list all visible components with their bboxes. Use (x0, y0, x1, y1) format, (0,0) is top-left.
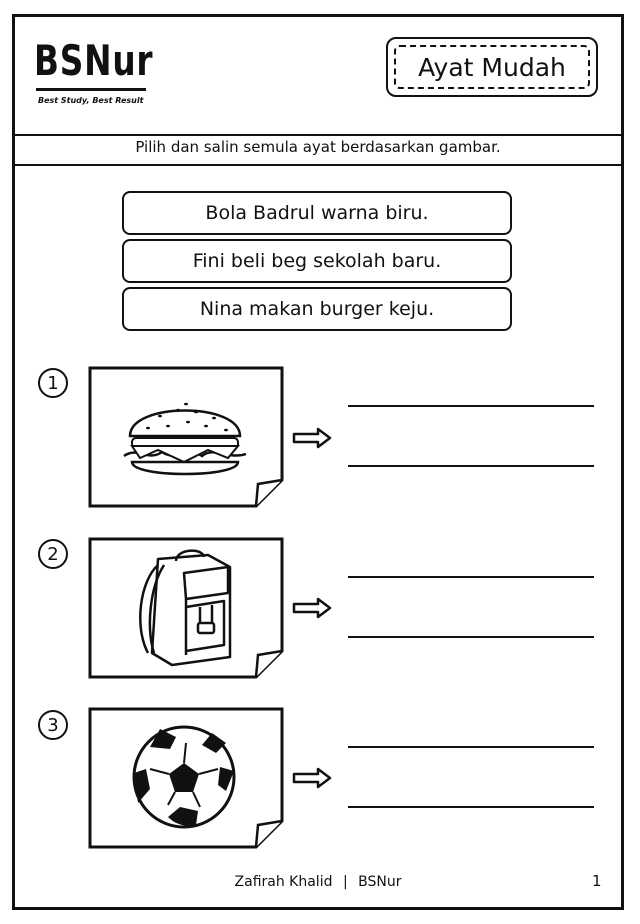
answer-line[interactable] (348, 746, 594, 748)
arrow-icon (292, 426, 332, 450)
question-number: 1 (38, 368, 68, 398)
sentence-option: Fini beli beg sekolah baru. (122, 239, 512, 283)
page-number: 1 (592, 872, 602, 890)
question-number: 2 (38, 539, 68, 569)
footer-separator: | (342, 874, 348, 890)
answer-line[interactable] (348, 576, 594, 578)
footer-brand: BSNur (358, 874, 402, 890)
answer-line[interactable] (348, 806, 594, 808)
worksheet-title: Ayat Mudah (394, 45, 590, 89)
sentence-option: Nina makan burger keju. (122, 287, 512, 331)
tagline: Best Study, Best Result (38, 96, 144, 105)
picture-card-soccer-ball (88, 707, 284, 849)
logo: BSNur (34, 36, 154, 85)
footer-author: Zafirah Khalid (234, 874, 333, 890)
footer (12, 874, 624, 890)
backpack-icon (140, 551, 230, 665)
divider (12, 134, 624, 136)
arrow-icon (292, 766, 332, 790)
picture-card-burger (88, 366, 284, 508)
divider (12, 164, 624, 166)
logo-underline (36, 88, 146, 91)
title-box (386, 37, 598, 97)
instruction-text: Pilih dan salin semula ayat berdasarkan gambar. (135, 138, 501, 156)
answer-line[interactable] (348, 465, 594, 467)
picture-card-backpack (88, 537, 284, 679)
question-number: 3 (38, 710, 68, 740)
answer-line[interactable] (348, 636, 594, 638)
arrow-icon (292, 596, 332, 620)
answer-line[interactable] (348, 405, 594, 407)
soccer-ball-icon (134, 727, 234, 827)
sentence-option: Bola Badrul warna biru. (122, 191, 512, 235)
